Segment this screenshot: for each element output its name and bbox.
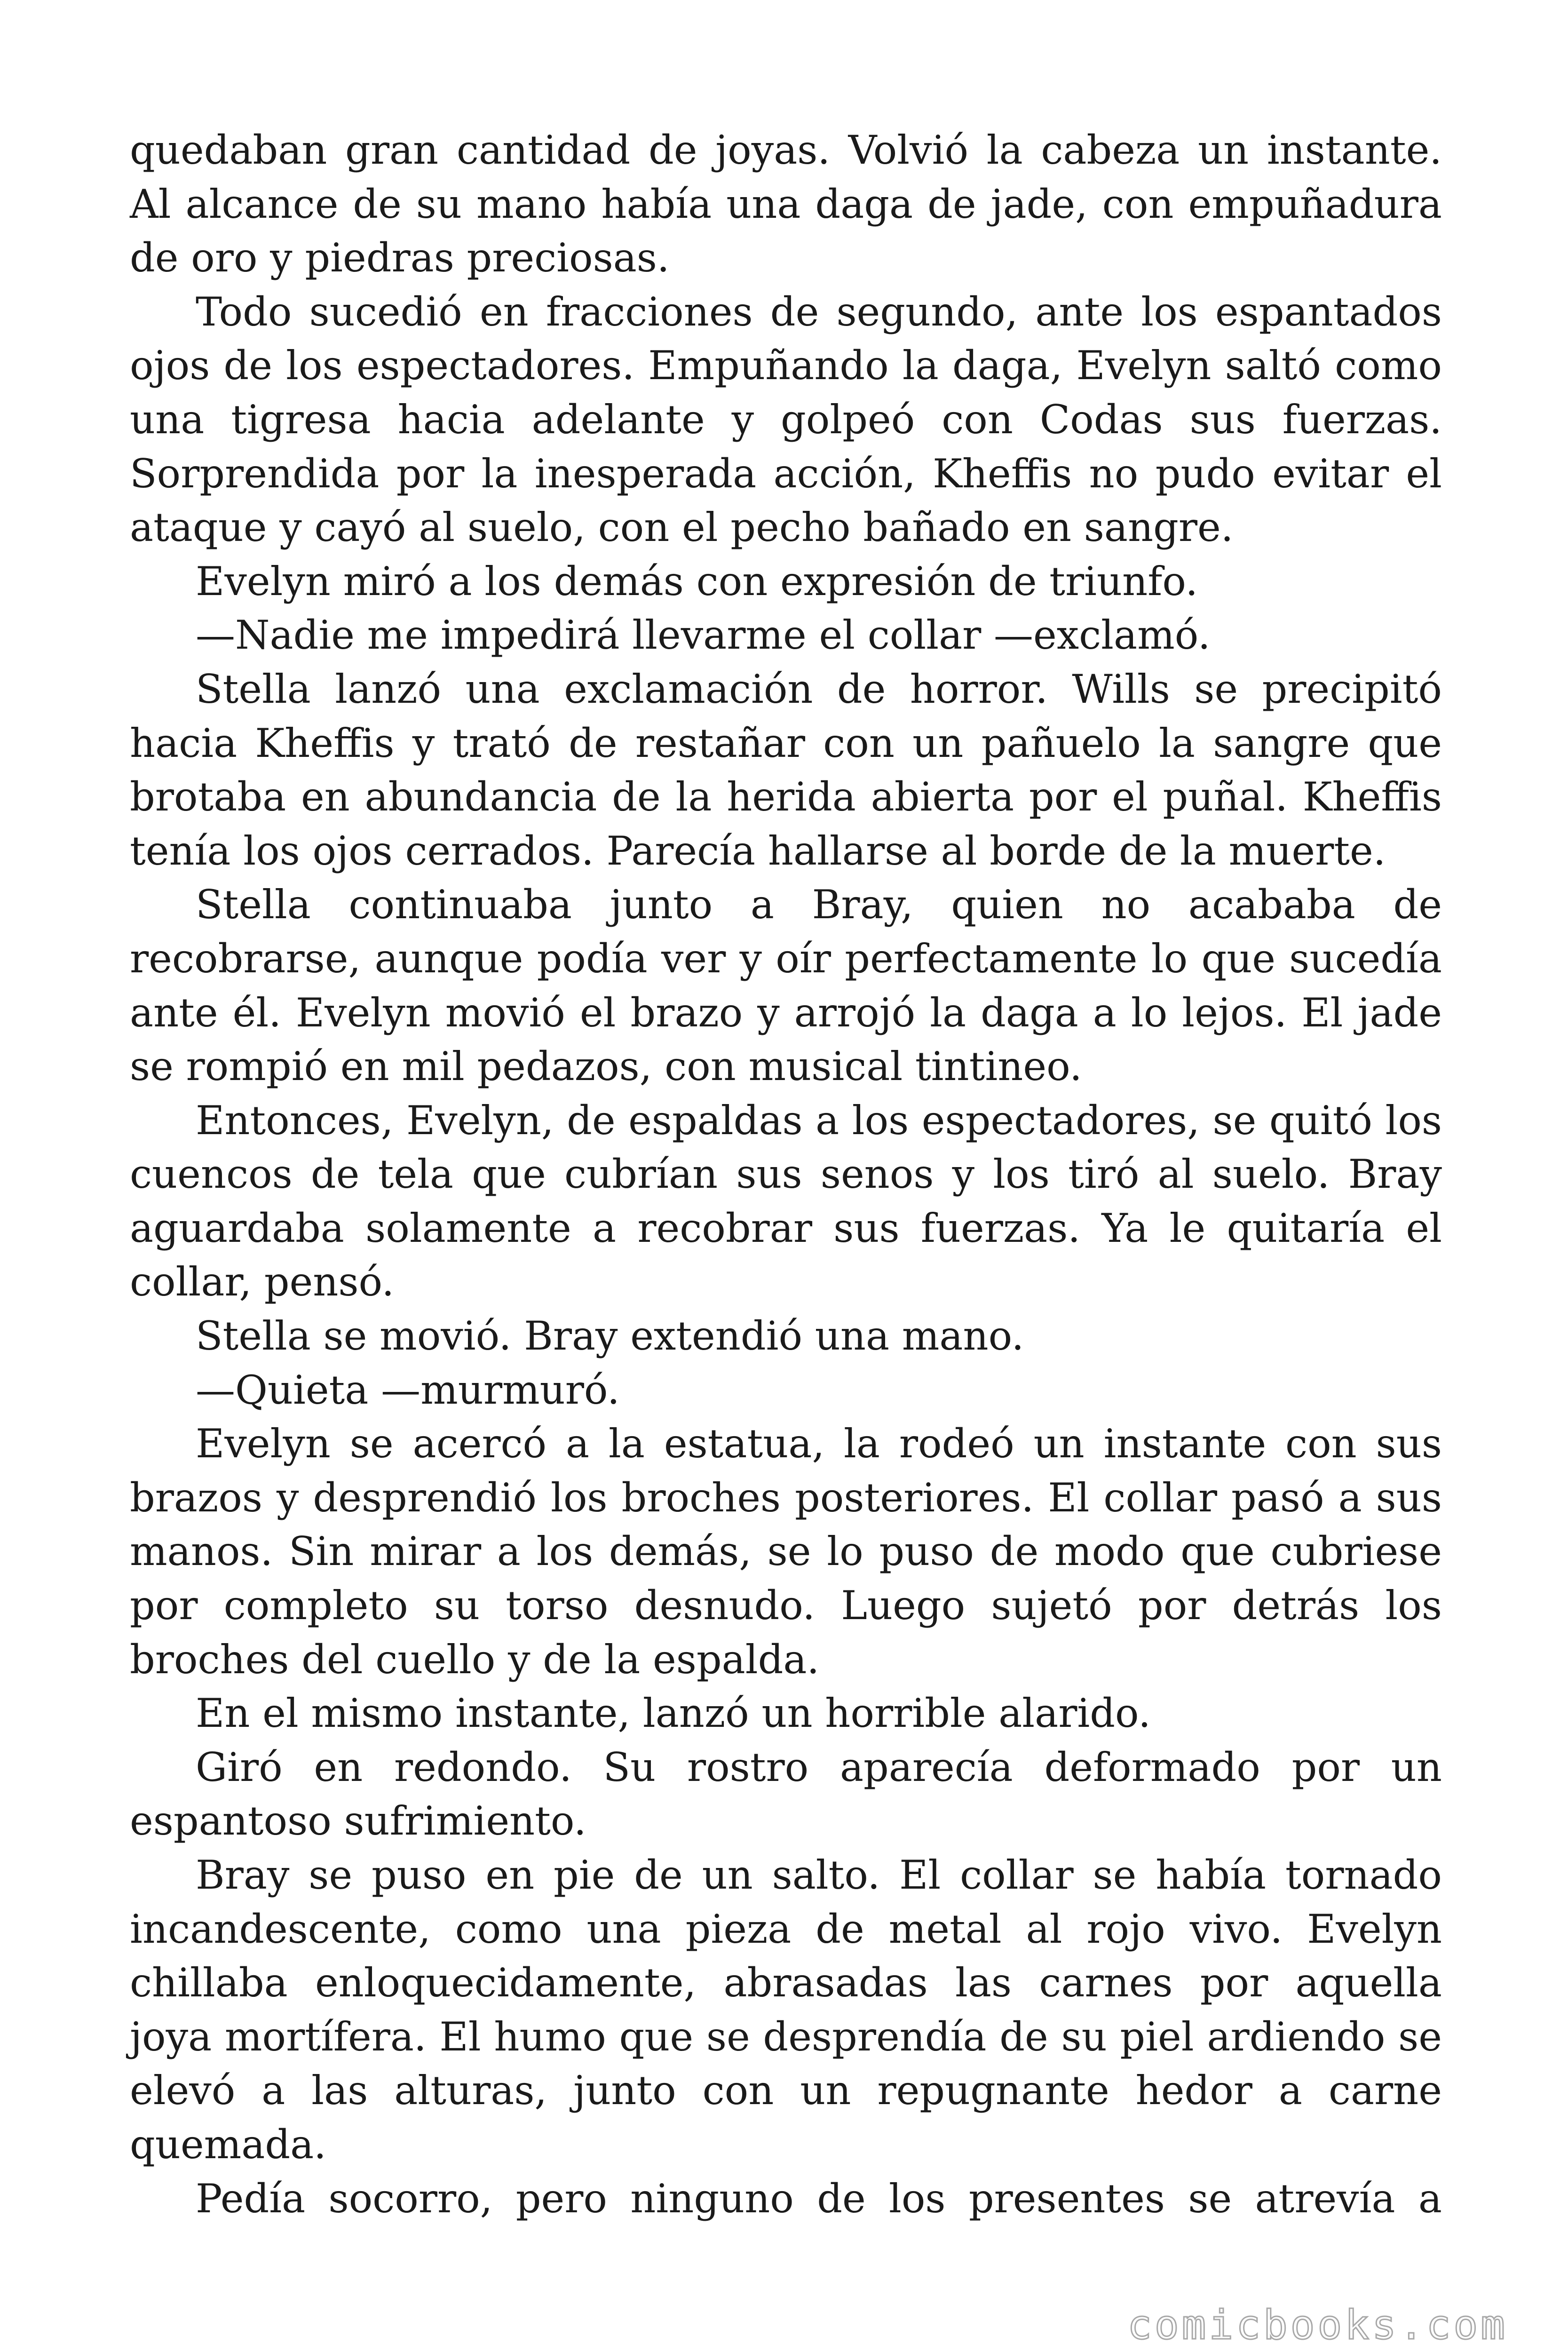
paragraph: Stella lanzó una exclamación de horror. Wills se precipitó hacia Kheffis y trató de restañar con un pañuelo la sangre que brotaba en abundancia de la herida abierta por el puñal. Kheffis tenía los ojos cerrados. Parecía hallarse al borde de la muerte. — [130, 666, 1442, 874]
paragraph: En el mismo instante, lanzó un horrible alarido. — [196, 1690, 1151, 1737]
dialogue-line: —Quieta —murmuró. — [196, 1367, 620, 1413]
paragraph: Bray se puso en pie de un salto. El collar se había tornado incandescente, como una pieza de metal al rojo vivo. Evelyn chillaba enloquecidamente, abrasadas las carnes por aquella joya mortífera. El humo que se desprendía de su piel ardiendo se elevó a las alturas, junto con un repugnante hedor a carne quemada. — [130, 1852, 1442, 2168]
paragraph: Stella continuaba junto a Bray, quien no acababa de recobrarse, aunque podía ver y oír perfectamente lo que sucedía ante él. Evelyn movió el brazo y arrojó la daga a lo lejos. El jade se rompió en mil pedazos, con musical tintineo. — [130, 882, 1442, 1090]
dialogue-line: —Nadie me impedirá llevarme el collar —exclamó. — [196, 612, 1211, 659]
watermark: comicbooks.com — [1127, 2302, 1508, 2349]
paragraph: quedaban gran cantidad de joyas. Volvió la cabeza un instante. Al alcance de su mano había una daga de jade, con empuñadura de oro y piedras preciosas. — [130, 127, 1442, 281]
paragraph: Giró en redondo. Su rostro aparecía deformado por un espantoso sufrimiento. — [130, 1744, 1442, 1844]
paragraph: Stella se movió. Bray extendió una mano. — [196, 1313, 1024, 1359]
body-text — [130, 123, 1442, 2225]
paragraph: Todo sucedió en fracciones de segundo, ante los espantados ojos de los espectadores. Empuñando la daga, Evelyn saltó como una tigresa hacia adelante y golpeó con Codas sus fuerzas. Sorprendida por la inesperada acción, Kheffis no pudo evitar el ataque y cayó al suelo, con el pecho bañado en sangre. — [130, 288, 1442, 551]
paragraph: Evelyn se acercó a la estatua, la rodeó un instante con sus brazos y desprendió los broches posteriores. El collar pasó a sus manos. Sin mirar a los demás, se lo puso de modo que cubriese por completo su torso desnudo. Luego sujetó por detrás los broches del cuello y de la espalda. — [130, 1421, 1442, 1683]
paragraph: Pedía socorro, pero ninguno de los presentes se atrevía a — [196, 2175, 1442, 2222]
paragraph: Entonces, Evelyn, de espaldas a los espectadores, se quitó los cuencos de tela que cubrían sus senos y los tiró al suelo. Bray aguardaba solamente a recobrar sus fuerzas. Ya le quitaría el collar, pensó. — [130, 1097, 1442, 1305]
paragraph: Evelyn miró a los demás con expresión de triunfo. — [196, 558, 1198, 604]
